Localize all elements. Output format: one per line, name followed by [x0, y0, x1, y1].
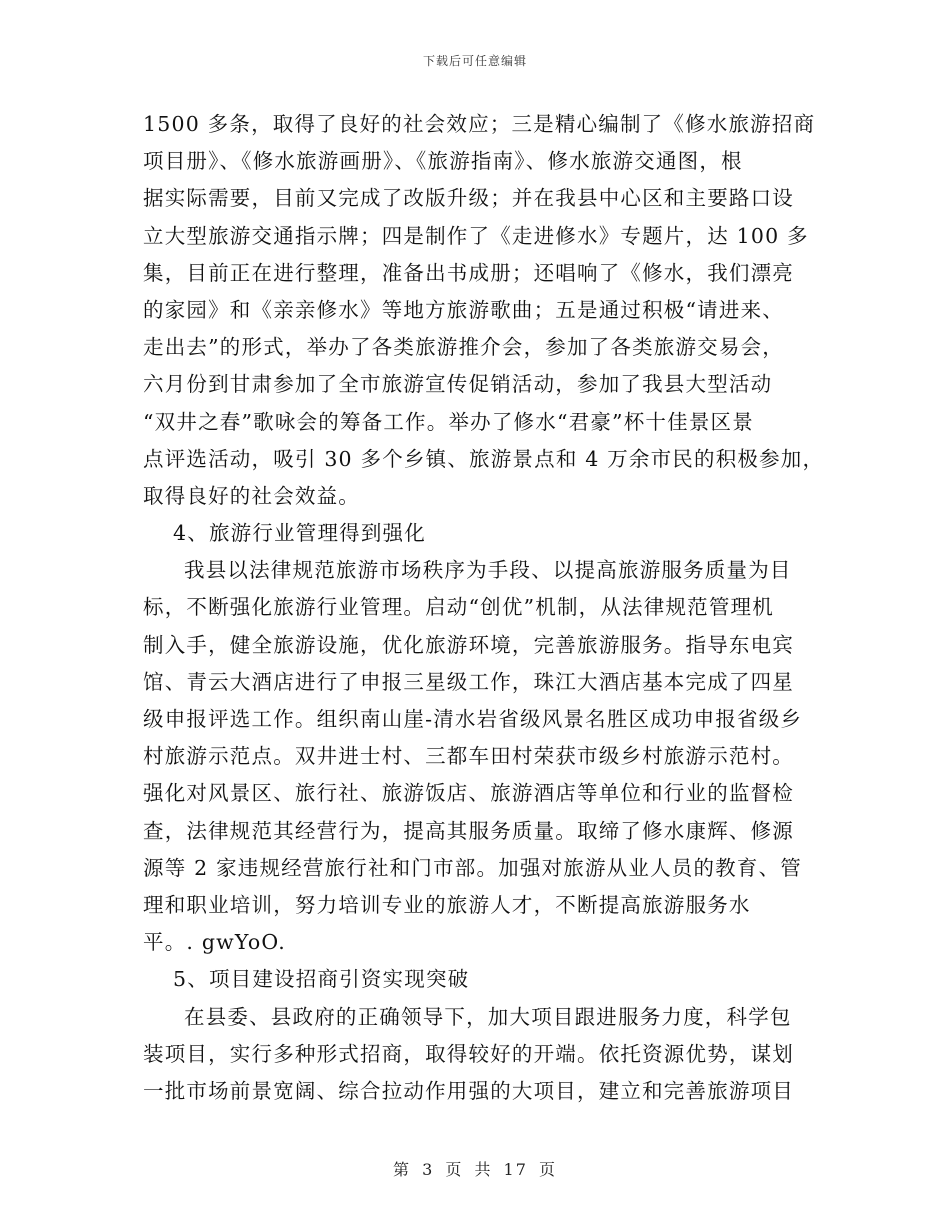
text-line: 源等 2 家违规经营旅行社和门市部。加强对旅游从业人员的教育、管: [143, 855, 802, 880]
text-line: 查，法律规范其经营行为，提高其服务质量。取缔了修水康辉、修源: [143, 818, 794, 843]
page-header: 下载后可任意编辑: [422, 54, 527, 68]
document-body: [143, 106, 825, 1110]
text-line: 村旅游示范点。双井进士村、三都车田村荣获市级乡村旅游示范村。: [143, 744, 794, 769]
text-line: “双井之春”歌咏会的筹备工作。举办了修水“君豪”杯十佳景区景: [143, 409, 754, 434]
text-line: 理和职业培训，努力培训专业的旅游人才，不断提高旅游服务水: [143, 892, 751, 917]
text-line: 级申报评选工作。组织南山崖-清水岩省级风景名胜区成功申报省级乡: [143, 707, 803, 731]
paragraph-first-line: 我县以法律规范旅游市场秩序为手段、以提高旅游服务质量为目: [184, 558, 792, 583]
page-footer: 第 3 页 共 17 页: [393, 1160, 557, 1179]
text-line: 强化对风景区、旅行社、旅游饭店、旅游酒店等单位和行业的监督检: [143, 781, 794, 806]
text-line: 立大型旅游交通指示牌；四是制作了《走进修水》专题片，达 100 多: [143, 223, 809, 248]
text-line: 的家园》和《亲亲修水》等地方旅游歌曲；五是通过积极“请进来、: [143, 297, 784, 322]
text-line: 六月份到甘肃参加了全市旅游宣传促销活动，参加了我县大型活动: [143, 372, 773, 397]
text-line: 取得良好的社会效益。: [143, 483, 360, 508]
text-line: 平。. gwYoO.: [143, 930, 286, 955]
text-line: 点评选活动，吸引 30 多个乡镇、旅游景点和 4 万余市民的积极参加，: [143, 446, 825, 471]
text-line: 装项目，实行多种形式招商，取得较好的开端。依托资源优势，谋划: [143, 1041, 794, 1066]
text-line: 馆、青云大酒店进行了申报三星级工作，珠江大酒店基本完成了四星: [143, 669, 794, 694]
text-line: 标，不断强化旅游行业管理。启动“创优”机制，从法律规范管理机: [143, 595, 774, 620]
text-line: 项目册》、《修水旅游画册》、《旅游指南》、修水旅游交通图，根: [143, 149, 743, 174]
text-line: 集，目前正在进行整理，准备出书成册；还唱响了《修水，我们漂亮: [143, 260, 794, 285]
section-heading: 4、旅游行业管理得到强化: [173, 521, 426, 546]
paragraph-first-line: 在县委、县政府的正确领导下，加大项目跟进服务力度，科学包: [184, 1004, 792, 1029]
text-line: 制入手，健全旅游设施，优化旅游环境，完善旅游服务。指导东电宾: [143, 632, 794, 657]
text-line: 走出去”的形式，举办了各类旅游推介会，参加了各类旅游交易会，: [143, 335, 784, 360]
text-line: 1500 多条，取得了良好的社会效应；三是精心编制了《修水旅游招商: [143, 112, 816, 136]
text-line: 据实际需要，目前又完成了改版升级；并在我县中心区和主要路口设: [143, 186, 794, 211]
text-line: 一批市场前景宽阔、综合拉动作用强的大项目，建立和完善旅游项目: [143, 1078, 794, 1103]
section-heading: 5、项目建设招商引资实现突破: [173, 967, 470, 992]
